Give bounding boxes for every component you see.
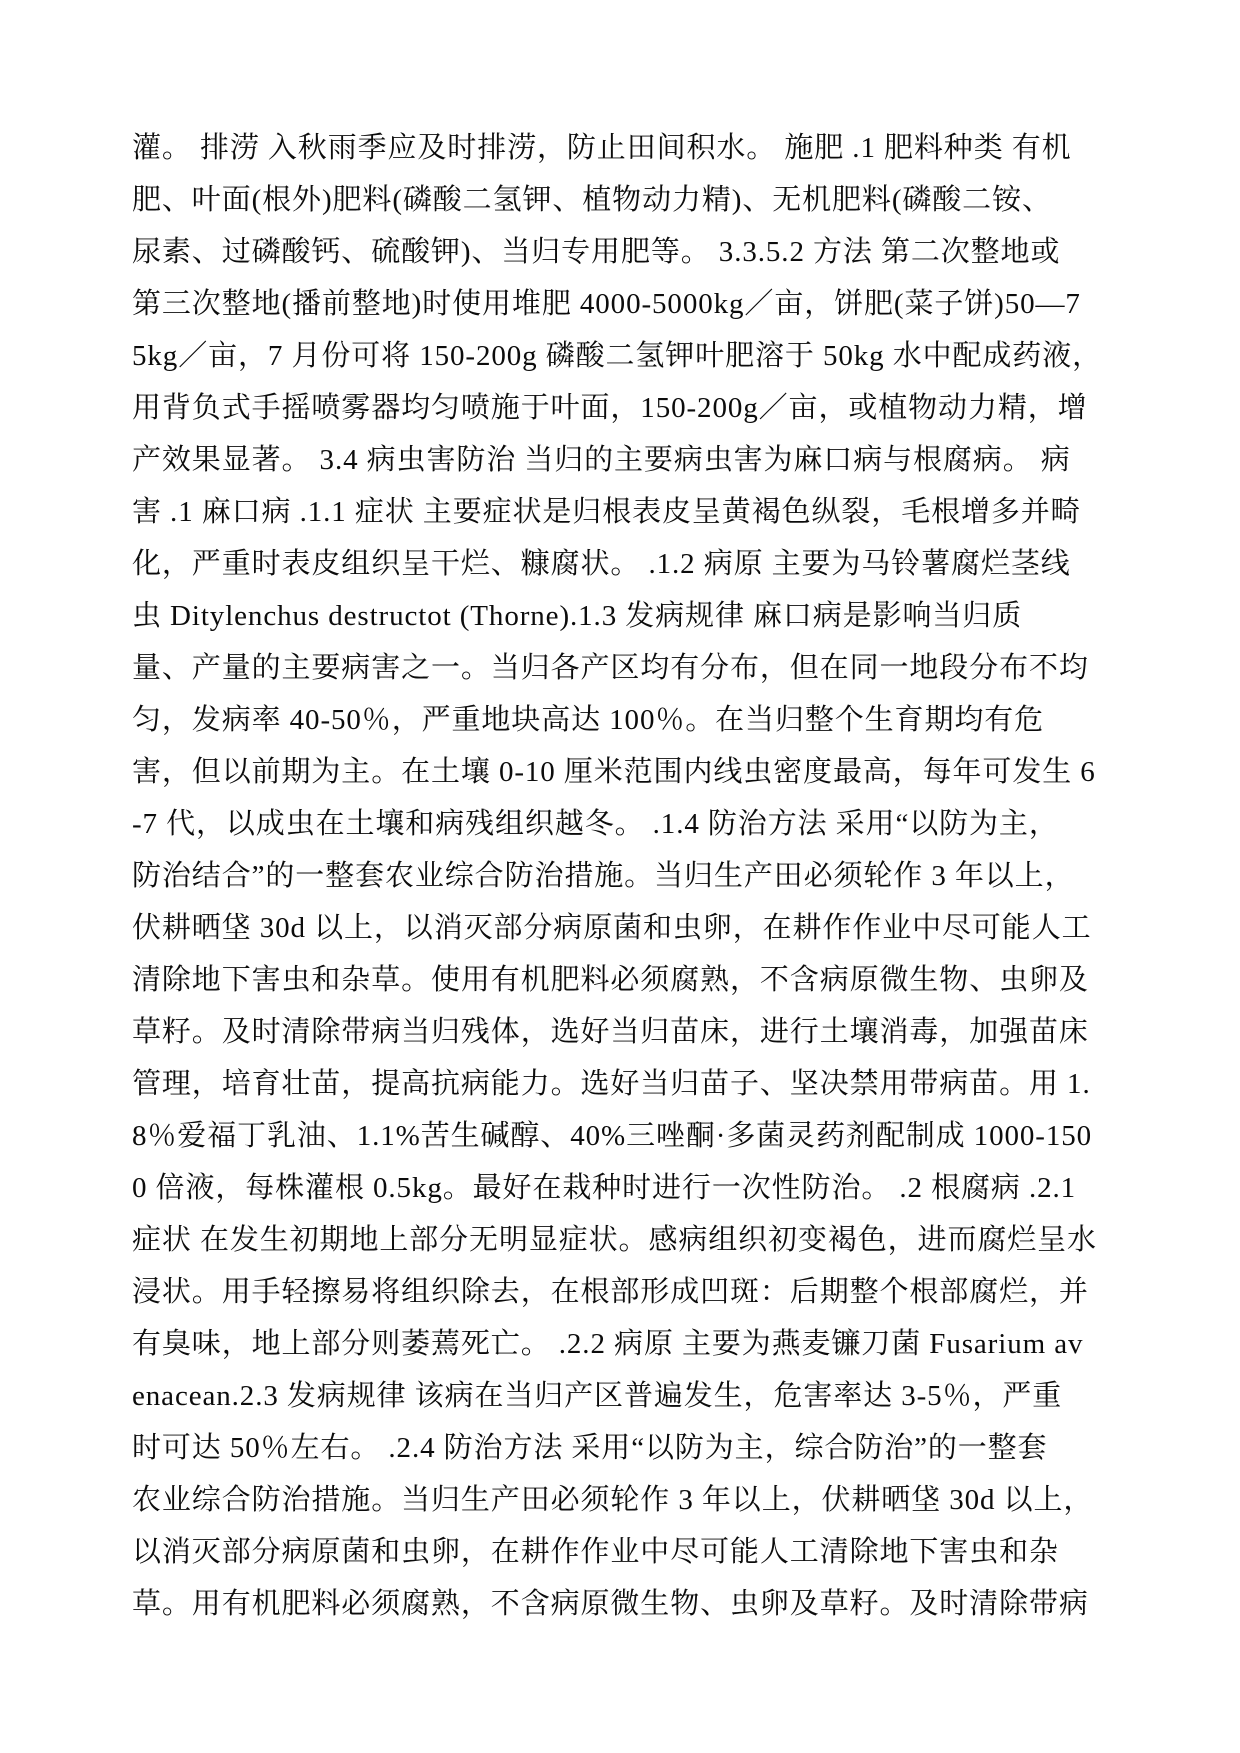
text-line: 管理，培育壮苗，提高抗病能力。选好当归苗子、坚决禁用带病苗。用 1. [132,1068,1091,1100]
text-line: 浸状。用手轻擦易将组织除去，在根部形成凹斑：后期整个根部腐烂，并 [132,1276,1089,1308]
text-line: 防治结合”的一整套农业综合防治措施。当归生产田必须轮作 3 年以上， [132,860,1075,892]
text-line: 害，但以前期为主。在土壤 0-10 厘米范围内线虫密度最高，每年可发生 6 [132,756,1096,788]
text-line: enacean.2.3 发病规律 该病在当归产区普遍发生，危害率达 3-5％，严重 [132,1380,1063,1412]
text-line: 肥、叶面(根外)肥料(磷酸二氢钾、植物动力精)、无机肥料(磷酸二铵、 [132,184,1052,216]
text-line: -7 代，以成虫在土壤和病残组织越冬。 .1.4 防治方法 采用“以防为主， [132,808,1059,840]
text-line: 匀，发病率 40-50％，严重地块高达 100％。在当归整个生育期均有危 [132,704,1045,736]
text-line: 第三次整地(播前整地)时使用堆肥 4000-5000kg／亩，饼肥(菜子饼)50—7 [132,288,1081,320]
text-line: 伏耕晒垡 30d 以上，以消灭部分病原菌和虫卵，在耕作作业中尽可能人工 [132,912,1092,944]
text-line: 尿素、过磷酸钙、硫酸钾)、当归专用肥等。 3.3.5.2 方法 第二次整地或 [132,236,1061,268]
text-line: 产效果显著。 3.4 病虫害防治 当归的主要病虫害为麻口病与根腐病。 病 [132,444,1071,476]
text-line: 用背负式手摇喷雾器均匀喷施于叶面，150-200g／亩，或植物动力精，增 [132,392,1088,424]
text-line: 0 倍液，每株灌根 0.5kg。最好在栽种时进行一次性防治。 .2 根腐病 .2.1 [132,1172,1077,1204]
text-line: 灌。 排涝 入秋雨季应及时排涝，防止田间积水。 施肥 .1 肥料种类 有机 [132,132,1072,164]
text-line: 5kg／亩，7 月份可将 150-200g 磷酸二氢钾叶肥溶于 50kg 水中配成药液， [132,340,1103,372]
text-line: 草。用有机肥料必须腐熟，不含病原微生物、虫卵及草籽。及时清除带病 [132,1588,1089,1620]
text-line: 农业综合防治措施。当归生产田必须轮作 3 年以上，伏耕晒垡 30d 以上， [132,1484,1094,1516]
body-text [132,122,1122,1630]
text-line: 量、产量的主要病害之一。当归各产区均有分布，但在同一地段分布不均 [132,652,1089,684]
text-line: 有臭味，地上部分则萎蔫死亡。 .2.2 病原 主要为燕麦镰刀菌 Fusarium av [132,1328,1084,1360]
text-line: 化，严重时表皮组织呈干烂、糠腐状。 .1.2 病原 主要为马铃薯腐烂茎线 [132,548,1071,580]
text-line: 时可达 50％左右。 .2.4 防治方法 采用“以防为主，综合防治”的一整套 [132,1432,1048,1464]
text-line: 症状 在发生初期地上部分无明显症状。感病组织初变褐色，进而腐烂呈水 [132,1224,1097,1256]
text-line: 虫 Ditylenchus destructot (Thorne).1.3 发病规律 麻口病是影响当归质 [132,600,1023,632]
text-line: 以消灭部分病原菌和虫卵，在耕作作业中尽可能人工清除地下害虫和杂 [132,1536,1059,1568]
text-line: 清除地下害虫和杂草。使用有机肥料必须腐熟，不含病原微生物、虫卵及 [132,964,1089,996]
text-line: 8％爱福丁乳油、1.1%苦生碱醇、40%三唑酮·多菌灵药剂配制成 1000-150 [132,1120,1093,1152]
text-line: 草籽。及时清除带病当归残体，选好当归苗床，进行土壤消毒，加强苗床 [132,1016,1089,1048]
text-line: 害 .1 麻口病 .1.1 症状 主要症状是归根表皮呈黄褐色纵裂，毛根增多并畸 [132,496,1081,528]
